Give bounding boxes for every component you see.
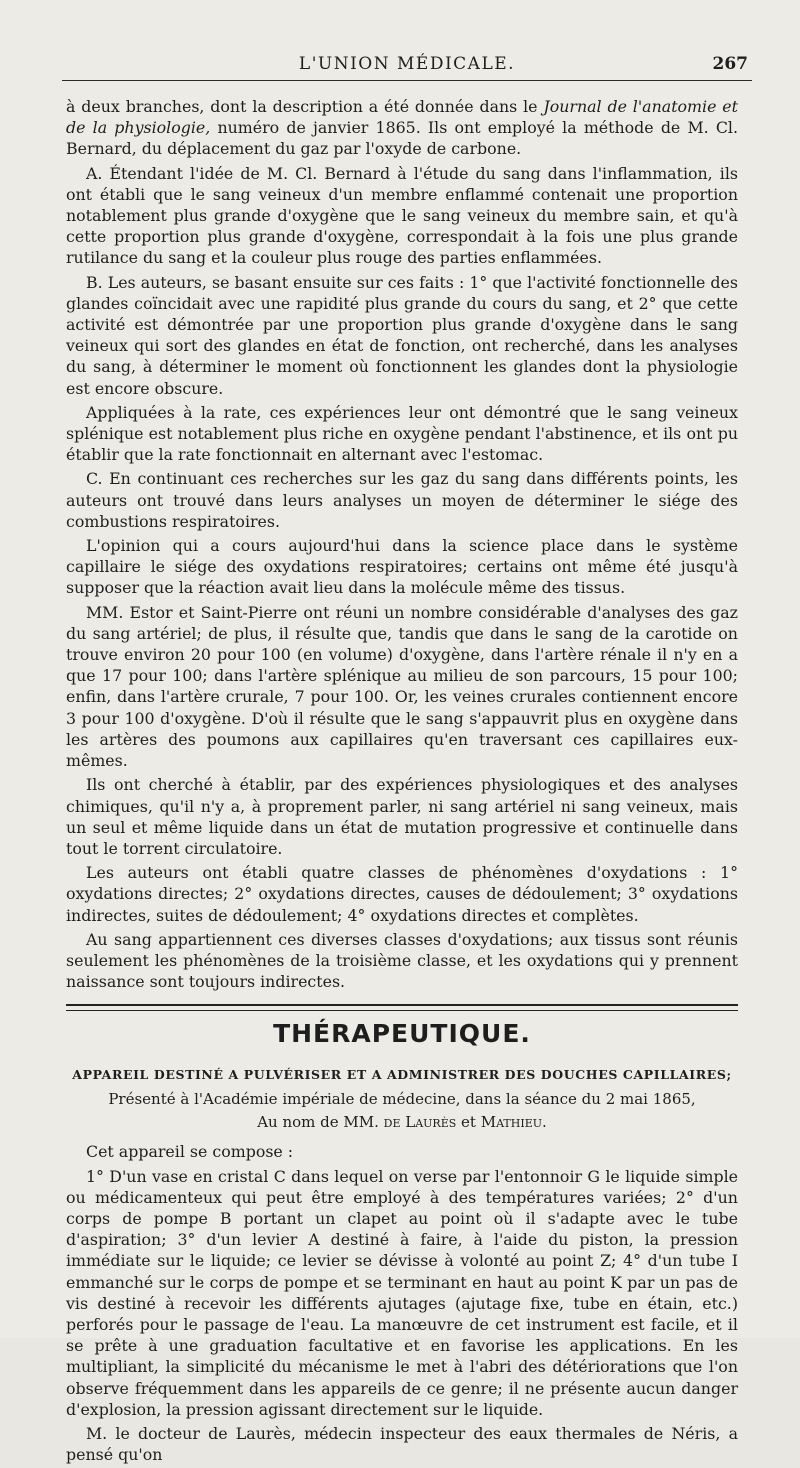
text-run: à deux branches, dont la description a été donnée dans le (66, 97, 544, 116)
page-number: 267 (712, 54, 748, 74)
paragraph: L'opinion qui a cours aujourd'hui dans la science place dans le système capillaire le siége des oxydations respiratoires; certains ont même été jusqu'à supposer que la réaction avait lieu dans la molécule même des tissus. (66, 536, 738, 598)
section-divider (66, 1004, 738, 1011)
paragraph: B. Les auteurs, se basant ensuite sur ces faits : 1° que l'activité fonctionnelle des glandes coïncidait avec une rapidité plus grande du cours du sang, et 2° que cette activité est démontrée par une proportion plus grande d'oxygène dans le sang veineux qui sort des glandes en état de fonction, ont recherché, dans les analyses du sang, à déterminer le moment où fonctionnent les glandes dont la physiologie est encore obscure. (66, 272, 738, 398)
paragraph: MM. Estor et Saint-Pierre ont réuni un nombre considérable d'analyses des gaz du sang artériel; de plus, il résulte que, tandis que dans le sang de la carotide on trouve environ 20 pour 100 (en volume) d'oxygène, dans l'artère rénale il n'y en a que 17 pour 100; dans l'artère splénique au milieu de son parcours, 15 pour 100; enfin, dans l'artère crurale, 7 pour 100. Or, les veines crurales contiennent encore 3 pour 100 d'oxygène. D'où il résulte que le sang s'appauvrit plus en oxygène dans les artères des poumons aux capillaires qu'en traversant ces capillaires eux-mêmes. (66, 602, 738, 771)
authors-prefix: Au nom de MM. (257, 1113, 384, 1132)
journal-citation: Journal de l'anatomie et de la physiologie, (66, 97, 738, 138)
paragraph: Appliquées à la rate, ces expériences leur ont démontré que le sang veineux splénique est notablement plus riche en oxygène pendant l'abstinence, et ils ont pu établir que la rate fonctionnait en alternant avec l'estomac. (66, 402, 738, 465)
author-name: de Laurès (383, 1113, 457, 1132)
paragraph: M. le docteur de Laurès, médecin inspecteur des eaux thermales de Néris, a pensé qu'on (66, 1423, 738, 1465)
authors-conjunction: et (456, 1113, 481, 1132)
article-title: APPAREIL DESTINÉ A PULVÉRISER ET A ADMINISTRER DES DOUCHES CAPILLAIRES; (72, 1067, 732, 1083)
paragraph: Au sang appartiennent ces diverses classes d'oxydations; aux tissus sont réunis seulement les phénomènes de la troisième classe, et les oxydations qui y prennent naissance sont toujours indirectes. (66, 929, 738, 992)
authors-suffix: . (542, 1113, 547, 1132)
paragraph: Cet appareil se compose : (86, 1142, 294, 1162)
paragraph: A. Étendant l'idée de M. Cl. Bernard à l'étude du sang dans l'inflammation, ils ont établi que le sang veineux d'un membre enflammé contenait une proportion notablement plus grande d'oxygène que le sang veineux du membre sain, et qu'à cette proportion plus grande d'oxygène, correspondait à la fois une plus grande rutilance du sang et la couleur plus rouge des parties enflammées. (66, 163, 738, 268)
paragraph: Les auteurs ont établi quatre classes de phénomènes d'oxydations : 1° oxydations directes; 2° oxydations directes, causes de dédoulement; 3° oxydations indirectes, suites de dédoulement; 4° oxydations directes et complètes. (66, 863, 738, 925)
paragraph (66, 96, 738, 160)
paragraph: Ils ont cherché à établir, par des expériences physiologiques et des analyses chimiques, qu'il n'y a, à proprement parler, ni sang artériel ni sang veineux, mais un seul et même liquide dans un état de mutation progressive et continuelle dans tout le torrent circulatoire. (66, 775, 738, 858)
text-run: numéro de janvier 1865. Ils ont employé la méthode de M. Cl. Bernard, du déplacement du gaz par l'oxyde de carbone. (66, 118, 738, 159)
article-authors (66, 1112, 738, 1133)
page-header (62, 50, 752, 81)
article-subtitle: Présenté à l'Académie impériale de médecine, dans la séance du 2 mai 1865, (108, 1090, 696, 1109)
section-title: THÉRAPEUTIQUE. (273, 1019, 531, 1049)
paragraph: C. En continuant ces recherches sur les gaz du sang dans différents points, les auteurs ont trouvé dans leurs analyses un moyen de déterminer le siége des combustions respiratoires. (66, 469, 738, 531)
paragraph: 1° D'un vase en cristal C dans lequel on verse par l'entonnoir G le liquide simple ou médicamenteux qui peut être employé à des températures variées; 2° d'un corps de pompe B portant un clapet au point où il s'adapte avec le tube d'aspiration; 3° d'un levier A destiné à faire, à l'aide du piston, la pression immédiate sur le liquide; ce levier se dévisse à volonté au point Z; 4° d'un tube I emmanché sur le corps de pompe et se terminant en haut au point K par un pas de vis destiné à recevoir les différents ajutages (ajutage fixe, tube en étain, etc.) perforés pour le passage de l'eau. La manœuvre de cet instrument est facile, et il se prête à une graduation facultative et en favorise les applications. En les multipliant, la simplicité du mécanisme le met à l'abri des détériorations que l'on observe fréquemment dans les appareils de ce genre; il ne présente aucun danger d'explosion, la pression agissant directement sur le liquide. (66, 1166, 738, 1419)
author-name: Mathieu (480, 1113, 543, 1132)
body-text (66, 96, 738, 1468)
running-title: L'UNION MÉDICALE. (298, 54, 516, 74)
